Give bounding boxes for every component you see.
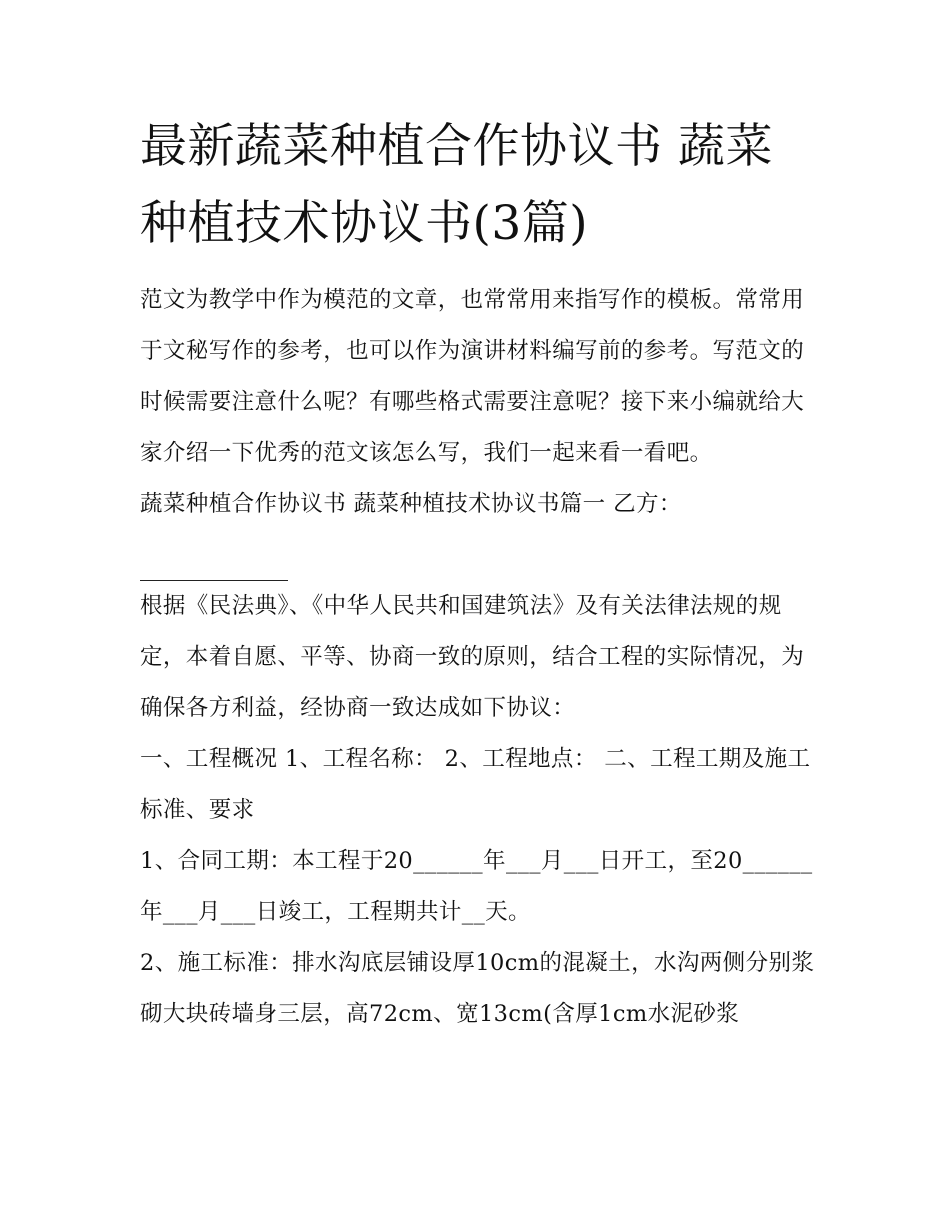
basis-paragraph: 根据《民法典》、《中华人民共和国建筑法》及有关法律法规的规定，本着自愿、平等、协商一致的原则，结合工程的实际情况，为确保各方利益，经协商一致达成如下协议： (140, 593, 805, 721)
document-title: 最新蔬菜种植合作协议书 蔬菜种植技术协议书(3篇) (140, 119, 773, 251)
document-body (140, 275, 815, 1040)
standard-paragraph: 2、施工标准：排水沟底层铺设厚10cm的混凝土，水沟两侧分别浆砌大块砖墙身三层，高72cm、宽13cm(含厚1cm水泥砂浆 (140, 950, 815, 1027)
section-heading: 蔬菜种植合作协议书 蔬菜种植技术协议书篇一 乙方： (140, 491, 682, 517)
schedule-paragraph: 1、合同工期：本工程于20______年___月___日开工，至20______年___月___日竣工，工程期共计__天。 (140, 848, 813, 925)
overview-paragraph: 一、工程概况 1、工程名称： 2、工程地点： 二、工程工期及施工标准、要求 (140, 746, 811, 823)
intro-paragraph: 范文为教学中作为模范的文章，也常常用来指写作的模板。常常用于文秘写作的参考，也可以作为演讲材料编写前的参考。写范文的时候需要注意什么呢？有哪些格式需要注意呢？接下来小编就给大家介绍一下优秀的范文该怎么写，我们一起来看一看吧。 (140, 287, 805, 466)
